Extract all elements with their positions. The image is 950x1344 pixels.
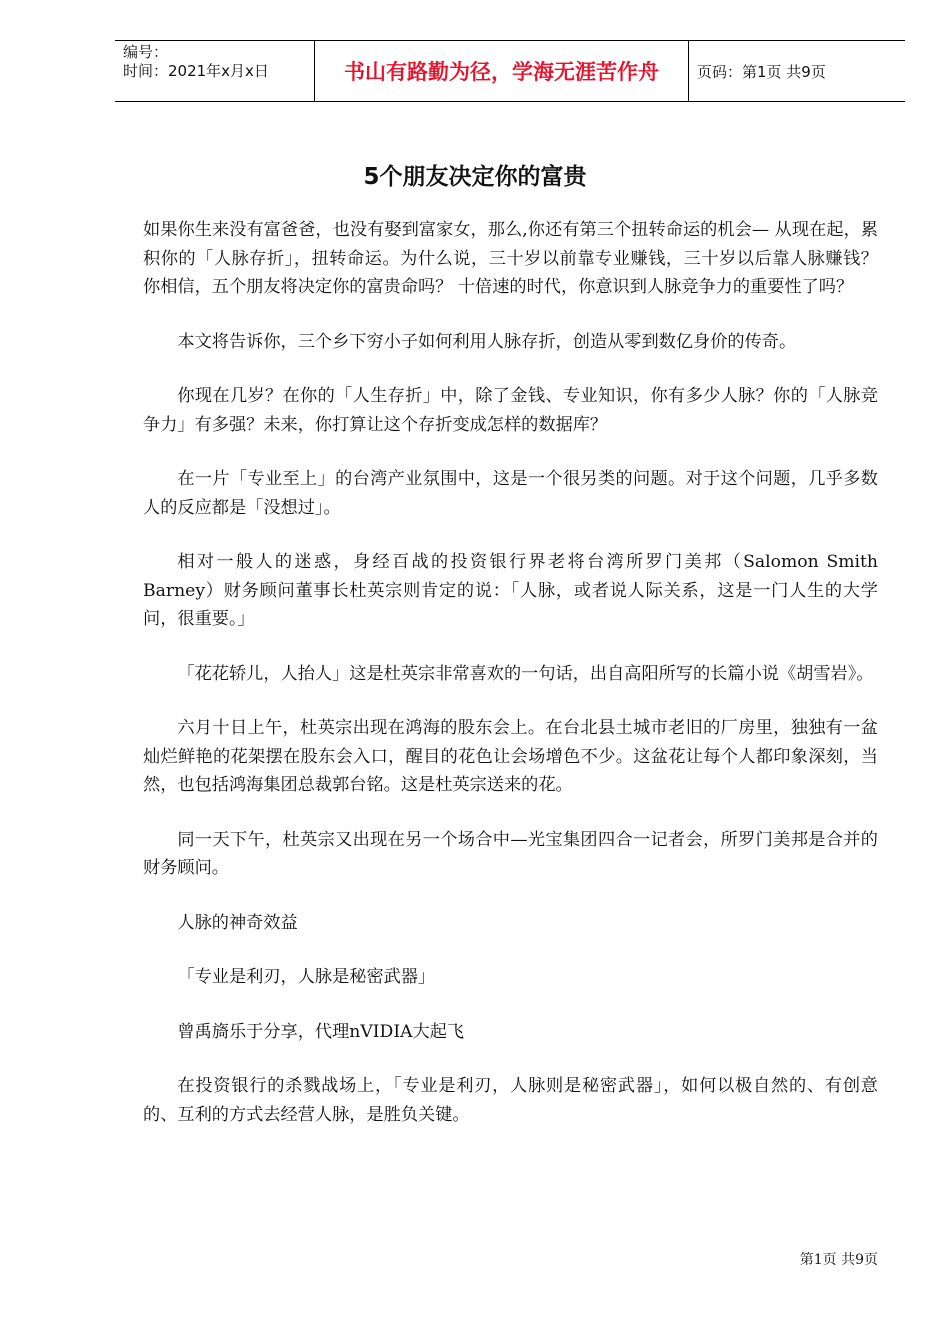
header-page-info: 页码：第1页 共9页 xyxy=(697,62,826,81)
paragraph: 本文将告诉你，三个乡下穷小子如何利用人脉存折，创造从零到数亿身价的传奇。 xyxy=(177,331,797,352)
paragraph: 同一天下午，杜英宗又出现在另一个场合中—光宝集团四合一记者会，所罗门美邦是合并的财务顾问。 xyxy=(143,829,878,878)
paragraph: 如果你生来没有富爸爸，也没有娶到富家女，那么,你还有第三个扭转命运的机会— 从现在起，累积你的「人脉存折」，扭转命运。为什么说，三十岁以前靠专业赚钱，三十岁以后靠人脉赚钱？ 你相信，五个朋友将决定你的富贵命吗？ 十倍速的时代，你意识到人脉竞争力的重要性了吗？ xyxy=(143,220,878,297)
section-heading: 曾禹旖乐于分享，代理nVIDIA大起飞 xyxy=(177,1021,465,1042)
paragraph: 在投资银行的杀戮战场上，「专业是利刃，人脉则是秘密武器」，如何以极自然的、有创意的、互利的方式去经营人脉，是胜负关键。 xyxy=(143,1076,878,1125)
page-footer: 第1页 共9页 xyxy=(799,1252,878,1268)
paragraph: 「花花轿儿，人抬人」这是杜英宗非常喜欢的一句话，出自高阳所写的长篇小说《胡雪岩》。 xyxy=(177,663,874,684)
document-body xyxy=(143,216,878,1155)
paragraph: 在一片「专业至上」的台湾产业氛围中，这是一个很另类的问题。对于这个问题，几乎多数人的反应都是「没想过」。 xyxy=(143,469,878,518)
header-meta xyxy=(115,41,315,101)
number-label: 编号： xyxy=(123,43,169,61)
page-header xyxy=(115,40,905,102)
section-heading: 人脉的神奇效益 xyxy=(177,912,298,933)
header-motto: 书山有路勤为径，学海无涯苦作舟 xyxy=(315,41,689,101)
time-label: 时间：2021年x月x日 xyxy=(123,62,269,80)
paragraph: 你现在几岁？在你的「人生存折」中，除了金钱、专业知识，你有多少人脉？你的「人脉竞争力」有多强？未来，你打算让这个存折变成怎样的数据库？ xyxy=(143,386,878,435)
section-heading: 「专业是利刃，人脉是秘密武器」 xyxy=(177,967,436,987)
paragraph: 相对一般人的迷惑，身经百战的投资银行界老将台湾所罗门美邦（Salomon Smith Barney）财务顾问董事长杜英宗则肯定的说：「人脉，或者说人际关系，这是一门人生的大学问，很重要。」 xyxy=(143,552,878,629)
document-title: 5个朋友决定你的富贵 xyxy=(363,164,587,190)
paragraph: 六月十日上午，杜英宗出现在鸿海的股东会上。在台北县土城市老旧的厂房里，独独有一盆灿烂鲜艳的花架摆在股东会入口，醒目的花色让会场增色不少。这盆花让每个人都印象深刻，当然，也包括鸿海集团总裁郭台铭。这是杜英宗送来的花。 xyxy=(143,718,878,795)
